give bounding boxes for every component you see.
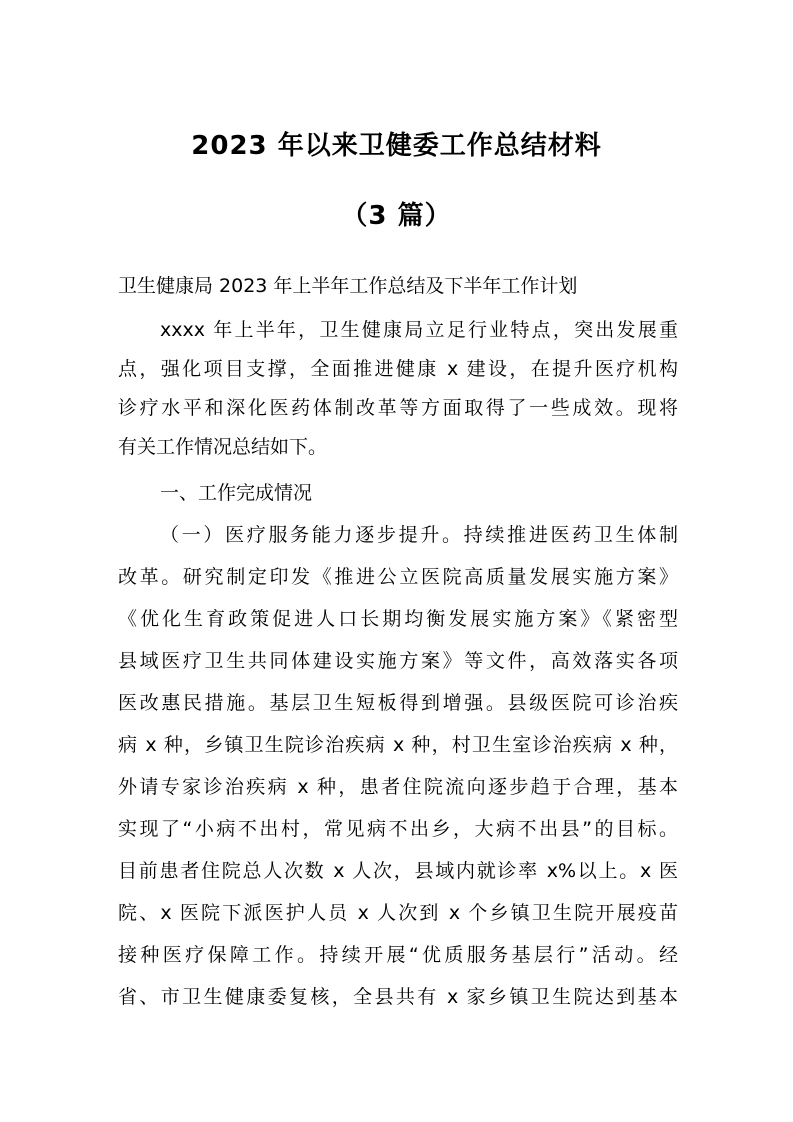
section-heading: 一、工作完成情况 (160, 482, 313, 504)
paragraph-line: 院、x 医院下派医护人员 x 人次到 x 个乡镇卫生院开展疫苗 (118, 902, 678, 924)
paragraph-line: 实现了“小病不出村，常见病不出乡，大病不出县”的目标。 (118, 818, 678, 840)
paragraph-line: 外请专家诊治疾病 x 种，患者住院流向逐步趋于合理，基本 (118, 776, 678, 798)
paragraph-line: 《优化生育政策促进人口长期均衡发展实施方案》《紧密型 (118, 608, 678, 630)
paragraph-line: （一）医疗服务能力逐步提升。持续推进医药卫生体制 (160, 524, 678, 546)
section-heading: 卫生健康局 2023 年上半年工作总结及下半年工作计划 (118, 275, 578, 297)
paragraph-line: 改革。研究制定印发《推进公立医院高质量发展实施方案》 (118, 566, 678, 588)
paragraph-line: 省、市卫生健康委复核，全县共有 x 家乡镇卫生院达到基本 (118, 986, 678, 1008)
document-title: 2023 年以来卫健委工作总结材料 (191, 131, 602, 161)
paragraph-line: xxxx 年上半年，卫生健康局立足行业特点，突出发展重 (160, 319, 678, 341)
paragraph-line: 接种医疗保障工作。持续开展“优质服务基层行”活动。经 (118, 944, 678, 966)
document-subtitle: （3 篇） (341, 201, 452, 231)
paragraph-line: 病 x 种，乡镇卫生院诊治疾病 x 种，村卫生室诊治疾病 x 种， (118, 734, 678, 756)
paragraph-line: 点，强化项目支撑，全面推进健康 x 建设，在提升医疗机构 (118, 358, 678, 380)
paragraph-line: 医改惠民措施。基层卫生短板得到增强。县级医院可诊治疾 (118, 692, 678, 714)
paragraph-line: 诊疗水平和深化医药体制改革等方面取得了一些成效。现将 (118, 397, 678, 419)
paragraph-line: 目前患者住院总人次数 x 人次，县域内就诊率 x%以上。x 医 (118, 860, 678, 882)
paragraph-line: 有关工作情况总结如下。 (118, 436, 328, 458)
paragraph-line: 县域医疗卫生共同体建设实施方案》等文件，高效落实各项 (118, 650, 678, 672)
